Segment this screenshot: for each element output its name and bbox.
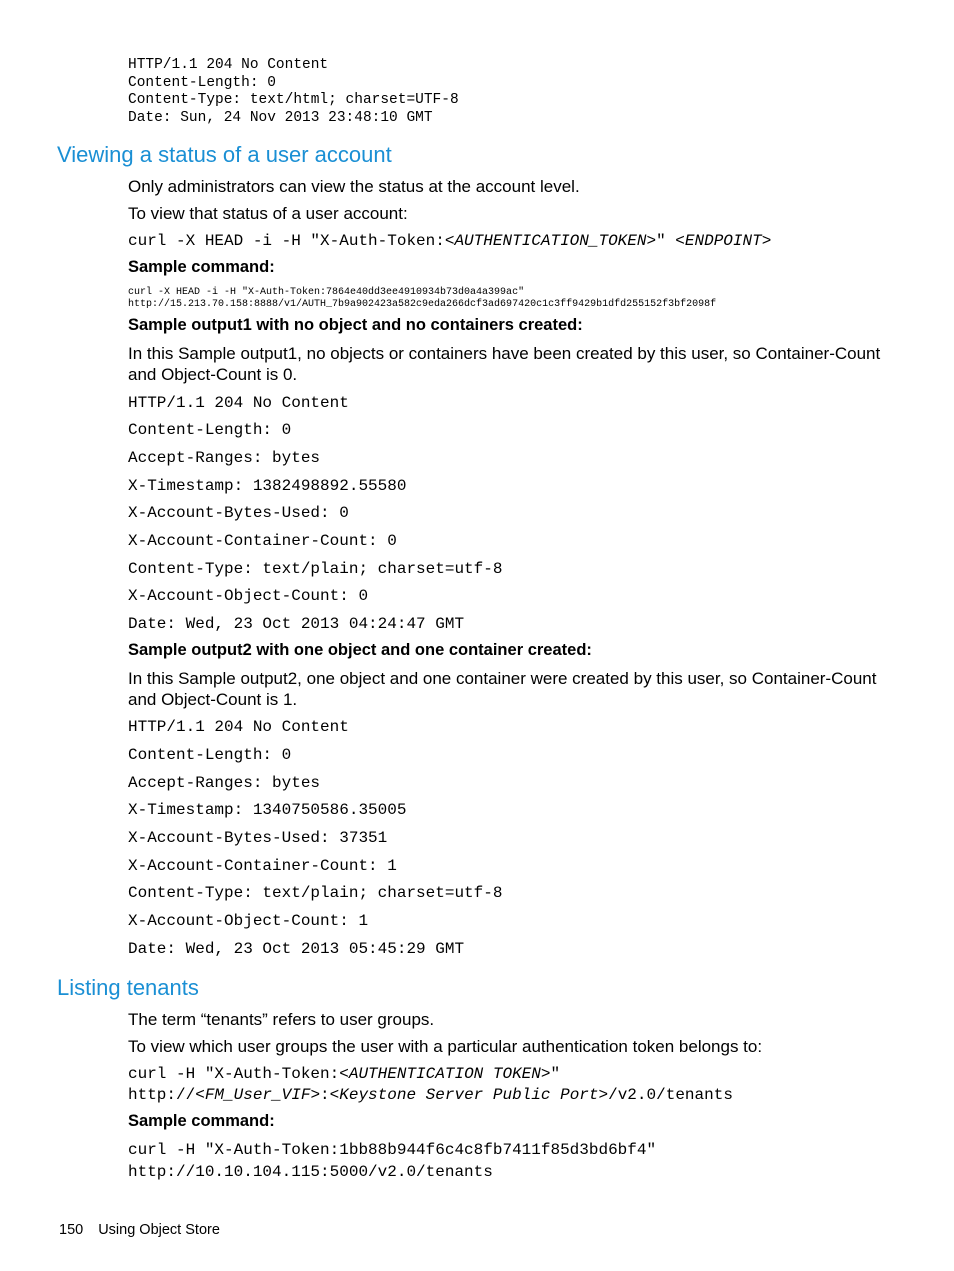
page-footer (59, 1222, 220, 1238)
code-line: HTTP/1.1 204 No Content (128, 57, 329, 73)
section-heading: Listing tenants (57, 975, 199, 1000)
paragraph: The term “tenants” refers to user groups. (128, 1010, 435, 1029)
code-line: X-Account-Object-Count: 1 (128, 912, 369, 930)
syntax-text: >/v2.0/tenants (598, 1086, 733, 1104)
command-syntax-line (128, 1085, 733, 1106)
syntax-placeholder: Keystone Server Public Port (339, 1086, 599, 1104)
syntax-text: >:< (310, 1086, 340, 1104)
code-line: Date: Wed, 23 Oct 2013 04:24:47 GMT (128, 615, 465, 633)
code-line: X-Account-Container-Count: 0 (128, 532, 397, 550)
command-syntax (128, 231, 771, 252)
output2-description: In this Sample output2, one object and one container were created by this user, so Container-Count (128, 669, 877, 688)
command-syntax-line (128, 1064, 560, 1085)
page-number: 150 (59, 1222, 84, 1238)
syntax-text: >" < (646, 232, 685, 250)
code-line: X-Account-Container-Count: 1 (128, 857, 397, 875)
sample-label: Sample command: (128, 1112, 275, 1130)
syntax-placeholder: FM_User_VIF (204, 1086, 311, 1104)
syntax-placeholder: ENDPOINT (684, 232, 762, 250)
syntax-text: >" (540, 1065, 561, 1083)
sample-command-line: http://10.10.104.115:5000/v2.0/tenants (128, 1163, 493, 1181)
code-line: Date: Wed, 23 Oct 2013 05:45:29 GMT (128, 940, 465, 958)
code-line: Content-Length: 0 (128, 746, 292, 764)
output1-description: In this Sample output1, no objects or containers have been created by this user, so Container-Count (128, 344, 881, 363)
paragraph: To view which user groups the user with a particular authentication token belongs to: (128, 1037, 763, 1056)
code-line: Accept-Ranges: bytes (128, 774, 321, 792)
paragraph: Only administrators can view the status at the account level. (128, 177, 580, 196)
code-line: X-Timestamp: 1382498892.55580 (128, 477, 407, 495)
code-line: Content-Length: 0 (128, 75, 276, 91)
code-line: Date: Sun, 24 Nov 2013 23:48:10 GMT (128, 110, 433, 126)
syntax-text: curl -X HEAD -i -H "X-Auth-Token:< (128, 232, 455, 250)
sample-command-line: curl -H "X-Auth-Token:1bb88b944f6c4c8fb7411f85d3bd6bf4" (128, 1141, 657, 1159)
syntax-placeholder: AUTHENTICATION_TOKEN (454, 232, 647, 250)
output2-label: Sample output2 with one object and one container created: (128, 641, 592, 659)
output2-description: and Object-Count is 1. (128, 690, 298, 709)
output1-label: Sample output1 with no object and no containers created: (128, 316, 583, 334)
code-line: X-Account-Object-Count: 0 (128, 587, 369, 605)
syntax-placeholder: AUTHENTICATION TOKEN (348, 1065, 541, 1083)
code-line: Accept-Ranges: bytes (128, 449, 321, 467)
syntax-text: > (761, 232, 772, 250)
code-line: Content-Type: text/plain; charset=utf-8 (128, 560, 503, 578)
code-line: HTTP/1.1 204 No Content (128, 394, 349, 412)
code-line: X-Account-Bytes-Used: 37351 (128, 829, 388, 847)
syntax-text: http://< (128, 1086, 205, 1104)
sample-label: Sample command: (128, 258, 275, 276)
sample-command-line: curl -X HEAD -i -H "X-Auth-Token:7864e40dd3ee4910934b73d0a4a399ac" (128, 287, 525, 298)
paragraph: To view that status of a user account: (128, 204, 408, 223)
footer-title: Using Object Store (98, 1222, 220, 1238)
syntax-text: curl -H "X-Auth-Token:< (128, 1065, 349, 1083)
code-line: Content-Type: text/html; charset=UTF-8 (128, 92, 459, 108)
code-line: X-Timestamp: 1340750586.35005 (128, 801, 407, 819)
code-line: HTTP/1.1 204 No Content (128, 718, 349, 736)
sample-command-line: http://15.213.70.158:8888/v1/AUTH_7b9a902423a582c9eda266dcf3ad697420c1c3ff9429b1dfd255152f3bf2098f (128, 299, 717, 310)
code-line: X-Account-Bytes-Used: 0 (128, 504, 349, 522)
section-heading: Viewing a status of a user account (57, 142, 392, 167)
output1-description: and Object-Count is 0. (128, 365, 298, 384)
code-line: Content-Type: text/plain; charset=utf-8 (128, 884, 503, 902)
code-line: Content-Length: 0 (128, 421, 292, 439)
